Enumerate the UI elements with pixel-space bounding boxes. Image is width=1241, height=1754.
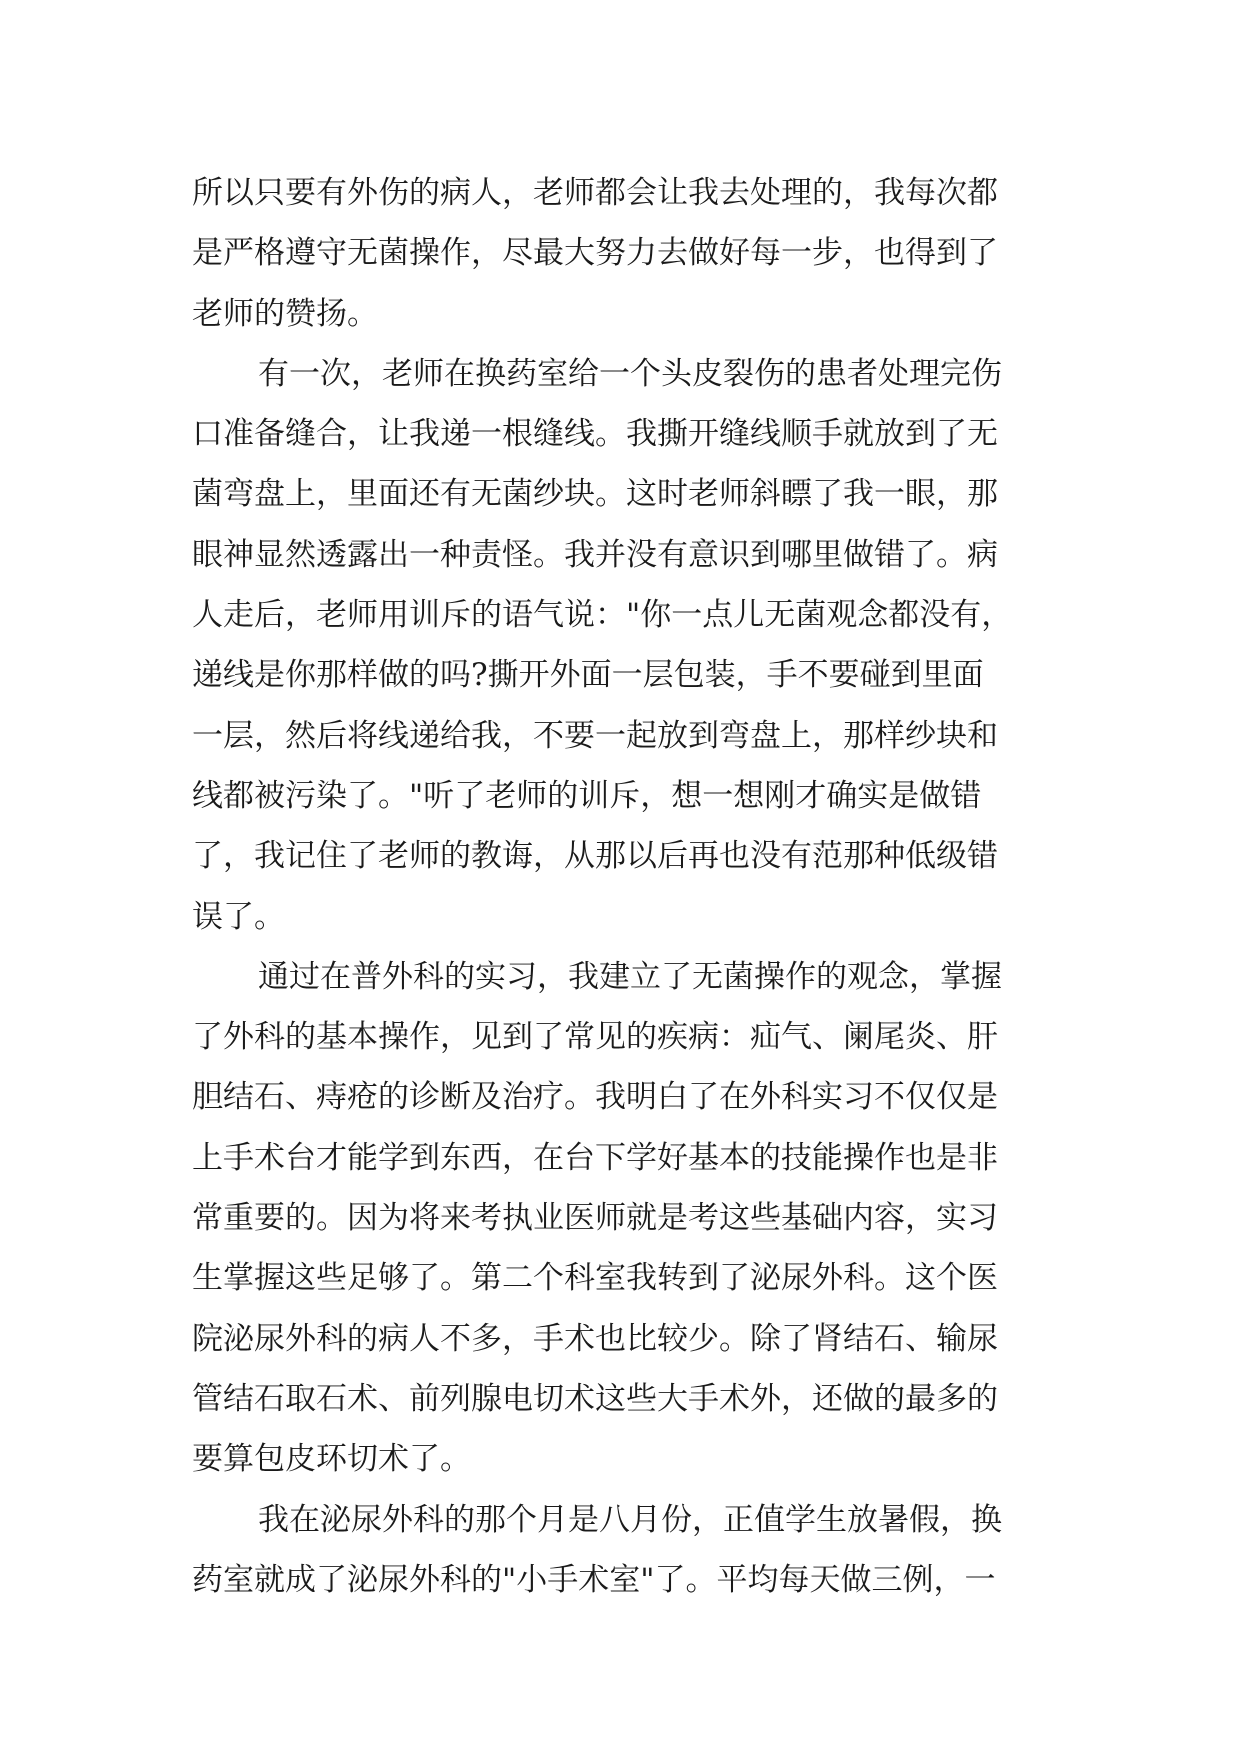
text-line: 所以只要有外伤的病人，老师都会让我去处理的，我每次都	[192, 175, 998, 211]
text-line: 是严格遵守无菌操作，尽最大努力去做好每一步，也得到了	[192, 235, 998, 272]
text-line: 院泌尿外科的病人不多，手术也比较少。除了肾结石、输尿	[192, 1320, 998, 1357]
text-line: 线都被污染了。"听了老师的训斥，想一想刚才确实是做错	[192, 777, 982, 814]
document-body	[192, 163, 1052, 1610]
text-line: 一层，然后将线递给我，不要一起放到弯盘上，那样纱块和	[192, 717, 998, 754]
text-line: 了外科的基本操作，见到了常见的疾病：疝气、阑尾炎、肝	[192, 1019, 998, 1056]
paragraph-start-line: 我在泌尿外科的那个月是八月份，正值学生放暑假，换	[258, 1501, 1002, 1538]
text-line: 胆结石、痔疮的诊断及治疗。我明白了在外科实习不仅仅是	[192, 1079, 998, 1116]
text-line: 口准备缝合，让我递一根缝线。我撕开缝线顺手就放到了无	[192, 416, 998, 453]
text-line: 药室就成了泌尿外科的"小手术室"了。平均每天做三例，一	[192, 1561, 996, 1598]
text-line: 人走后，老师用训斥的语气说："你一点儿无菌观念都没有，	[192, 597, 1013, 634]
text-line: 递线是你那样做的吗?撕开外面一层包装，手不要碰到里面	[192, 657, 984, 694]
text-line: 常重要的。因为将来考执业医师就是考这些基础内容，实习	[192, 1200, 998, 1237]
text-line: 菌弯盘上，里面还有无菌纱块。这时老师斜瞟了我一眼，那	[192, 476, 998, 513]
paragraph-start-line: 通过在普外科的实习，我建立了无菌操作的观念，掌握	[258, 958, 1002, 995]
text-line: 老师的赞扬。	[192, 295, 378, 332]
text-line: 了，我记住了老师的教诲，从那以后再也没有范那种低级错	[192, 838, 998, 875]
text-line: 误了。	[192, 898, 285, 935]
paragraph-start-line: 有一次，老师在换药室给一个头皮裂伤的患者处理完伤	[258, 355, 1002, 392]
text-line: 上手术台才能学到东西，在台下学好基本的技能操作也是非	[192, 1139, 998, 1176]
text-line: 生掌握这些足够了。第二个科室我转到了泌尿外科。这个医	[192, 1260, 998, 1297]
text-line: 要算包皮环切术了。	[192, 1441, 471, 1478]
text-line: 眼神显然透露出一种责怪。我并没有意识到哪里做错了。病	[192, 536, 998, 573]
text-line: 管结石取石术、前列腺电切术这些大手术外，还做的最多的	[192, 1380, 998, 1417]
